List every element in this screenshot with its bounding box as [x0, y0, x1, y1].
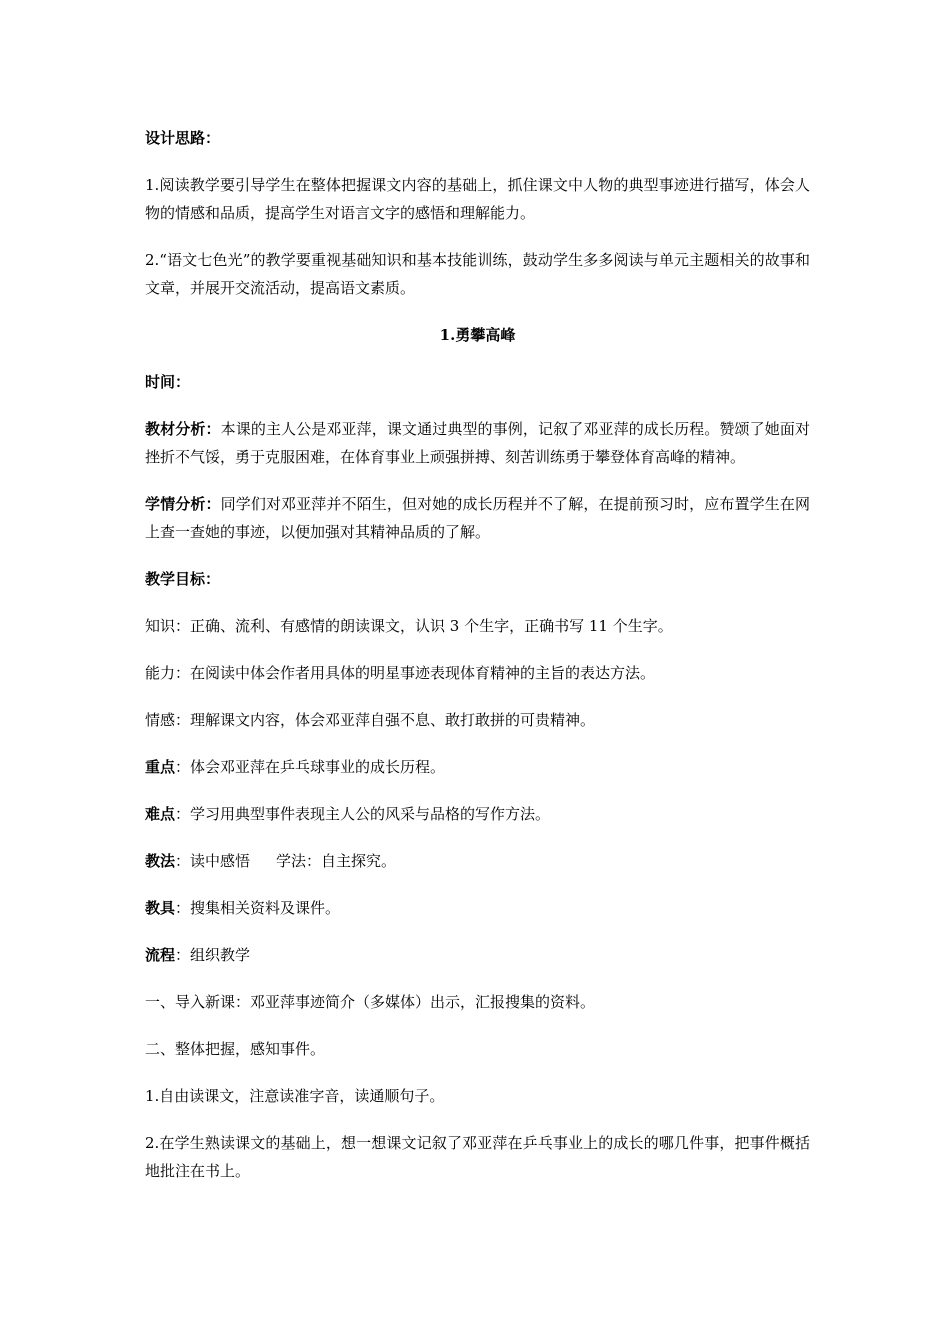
design-paragraph-1: 1.阅读教学要引导学生在整体把握课文内容的基础上，抓住课文中人物的典型事迹进行描写，体会人物的情感和品质，提高学生对语言文字的感悟和理解能力。 — [145, 176, 810, 222]
step-two-item-2: 2.在学生熟读课文的基础上，想一想课文记叙了邓亚萍在乒乓事业上的成长的哪几件事，把事件概括地批注在书上。 — [145, 1134, 810, 1180]
student-analysis — [145, 490, 810, 546]
difficult-point-text: ：学习用典型事件表现主人公的风采与品格的写作方法。 — [175, 805, 551, 823]
teaching-method-label: 教法 — [145, 852, 176, 870]
teaching-method — [145, 847, 810, 875]
teaching-method-text: ：读中感悟 — [175, 852, 251, 870]
teaching-tools-text: ：搜集相关资料及课件。 — [175, 899, 341, 917]
teaching-tools — [145, 894, 810, 922]
goal-ability: 能力：在阅读中体会作者用具体的明星事迹表现体育精神的主旨的表达方法。 — [145, 664, 656, 682]
design-paragraph-2: 2.“语文七色光”的教学要重视基础知识和基本技能训练，鼓动学生多多阅读与单元主题相关的故事和文章，并展开交流活动，提高语文素质。 — [145, 251, 810, 297]
step-two-item-1: 1.自由读课文，注意读准字音，读通顺句子。 — [145, 1087, 445, 1105]
document-body — [145, 124, 810, 1204]
key-point-text: ：体会邓亚萍在乒乓球事业的成长历程。 — [175, 758, 446, 776]
design-heading: 设计思路： — [145, 129, 221, 147]
goal-knowledge: 知识：正确、流利、有感情的朗读课文，认识 3 个生字，正确书写 11 个生字。 — [145, 617, 673, 635]
step-two: 二、整体把握，感知事件。 — [145, 1040, 326, 1058]
teaching-goals-heading: 教学目标： — [145, 570, 221, 588]
difficult-point — [145, 800, 810, 828]
study-method-text: 学法：自主探究。 — [276, 852, 397, 870]
goal-emotion: 情感：理解课文内容，体会邓亚萍自强不息、敢打敢拼的可贵精神。 — [145, 711, 596, 729]
key-point-label: 重点 — [145, 758, 176, 776]
process — [145, 941, 810, 969]
material-analysis-label: 教材分析： — [145, 420, 221, 438]
material-analysis — [145, 415, 810, 471]
teaching-tools-label: 教具 — [145, 899, 176, 917]
student-analysis-label: 学情分析： — [145, 495, 221, 513]
difficult-point-label: 难点 — [145, 805, 176, 823]
key-point — [145, 753, 810, 781]
process-label: 流程 — [145, 946, 176, 964]
time-label: 时间： — [145, 373, 191, 391]
process-text: ：组织教学 — [175, 946, 251, 964]
step-one: 一、导入新课：邓亚萍事迹简介（多媒体）出示，汇报搜集的资料。 — [145, 993, 596, 1011]
lesson-title: 1.勇攀高峰 — [439, 326, 516, 344]
student-analysis-text: 同学们对邓亚萍并不陌生，但对她的成长历程并不了解，在提前预习时，应布置学生在网上查一查她的事迹，以便加强对其精神品质的了解。 — [145, 495, 810, 541]
material-analysis-text: 本课的主人公是邓亚萍，课文通过典型的事例，记叙了邓亚萍的成长历程。赞颂了她面对挫折不气馁，勇于克服困难，在体育事业上顽强拼搏、刻苦训练勇于攀登体育高峰的精神。 — [145, 420, 810, 466]
